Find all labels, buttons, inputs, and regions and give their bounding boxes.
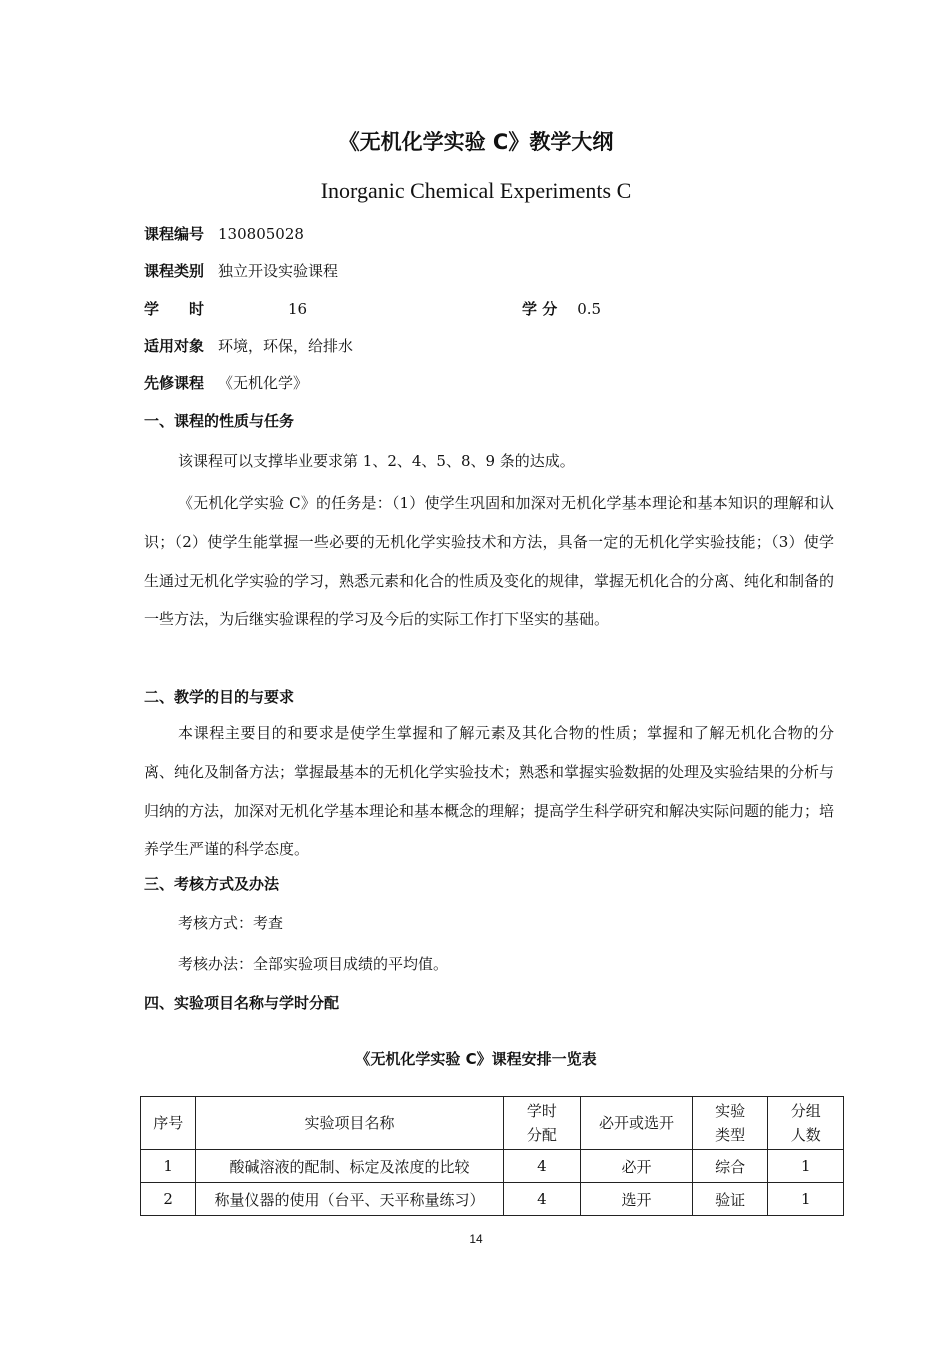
header-project-name: 实验项目名称 [196, 1097, 503, 1150]
section-1-paragraph-1: 该课程可以支撑毕业要求第 1、2、4、5、8、9 条的达成。 [178, 452, 575, 470]
document-subtitle: Inorganic Chemical Experiments C [320, 178, 632, 203]
cell-group-size: 1 [768, 1183, 844, 1216]
page-number: 14 [469, 1232, 483, 1246]
target-audience-field [144, 334, 353, 358]
course-code-label: 课程编号 [144, 225, 205, 243]
cell-type: 验证 [692, 1183, 768, 1216]
course-code-field [144, 222, 304, 246]
course-hours-label: 学 时 [144, 300, 205, 318]
course-credit-label: 学 分 [522, 300, 558, 318]
cell-required-optional: 必开 [581, 1150, 693, 1183]
header-type [692, 1097, 768, 1150]
cell-hours: 4 [503, 1150, 581, 1183]
header-group-size [768, 1097, 844, 1150]
header-required-optional: 必开或选开 [581, 1097, 693, 1150]
cell-project-name: 酸碱溶液的配制、标定及浓度的比较 [196, 1150, 503, 1183]
header-index: 序号 [141, 1097, 196, 1150]
cell-type: 综合 [692, 1150, 768, 1183]
course-hours-value: 16 [288, 300, 308, 318]
target-audience-value: 环境，环保，给排水 [218, 337, 354, 355]
table-row [141, 1150, 844, 1183]
header-group-size-text: 分组人数 [790, 1102, 821, 1144]
prerequisite-value: 《无机化学》 [218, 374, 309, 392]
section-2-paragraph: 本课程主要目的和要求是使学生掌握和了解元素及其化合物的性质；掌握和了解无机化合物的分离、纯化及制备方法；掌握最基本的无机化学实验技术；熟悉和掌握实验数据的处理及实验结果的分析与归纳的方法，加深对无机化学基本理论和基本概念的理解；提高学生科学研究和解决实际问题的能力；培养学生严谨的科学态度。 [144, 724, 835, 859]
course-type-label: 课程类别 [144, 262, 205, 280]
section-3-heading: 三、考核方式及办法 [144, 875, 280, 893]
course-type-field [144, 259, 338, 283]
target-audience-label: 适用对象 [144, 337, 205, 355]
cell-group-size: 1 [768, 1150, 844, 1183]
section-4-heading: 四、实验项目名称与学时分配 [144, 994, 340, 1012]
course-credit-field [522, 297, 601, 321]
course-credit-value: 0.5 [577, 300, 602, 318]
table-title: 《无机化学实验 C》课程安排一览表 [355, 1050, 597, 1068]
cell-required-optional: 选开 [581, 1183, 693, 1216]
course-hours-field [144, 297, 307, 321]
section-2-heading: 二、教学的目的与要求 [144, 688, 295, 706]
cell-hours: 4 [503, 1183, 581, 1216]
cell-index: 1 [141, 1150, 196, 1183]
section-1-heading: 一、课程的性质与任务 [144, 412, 295, 430]
header-type-text: 实验类型 [715, 1102, 746, 1144]
schedule-table [140, 1096, 844, 1216]
header-hours-text: 学时分配 [526, 1102, 557, 1144]
assessment-rule: 考核办法：全部实验项目成绩的平均值。 [178, 955, 449, 973]
course-code-value: 130805028 [218, 225, 304, 243]
prerequisite-field [144, 371, 308, 395]
header-hours [503, 1097, 581, 1150]
table-row [141, 1183, 844, 1216]
course-type-value: 独立开设实验课程 [218, 262, 339, 280]
cell-project-name: 称量仪器的使用（台平、天平称量练习） [196, 1183, 503, 1216]
table-header-row [141, 1097, 844, 1150]
section-1-paragraph-2: 《无机化学实验 C》的任务是：（1）使学生巩固和加深对无机化学基本理论和基本知识的理解和认识；（2）使学生能掌握一些必要的无机化学实验技术和方法，具备一定的无机化学实验技能；（3）使学生通过无机化学实验的学习，熟悉元素和化合的性质及变化的规律，掌握无机化合的分离、纯化和制备的一些方法，为后继实验课程的学习及今后的实际工作打下坚实的基础。 [144, 494, 835, 629]
assessment-method: 考核方式：考查 [178, 914, 284, 932]
prerequisite-label: 先修课程 [144, 374, 205, 392]
document-title: 《无机化学实验 C》教学大纲 [338, 130, 614, 154]
cell-index: 2 [141, 1183, 196, 1216]
